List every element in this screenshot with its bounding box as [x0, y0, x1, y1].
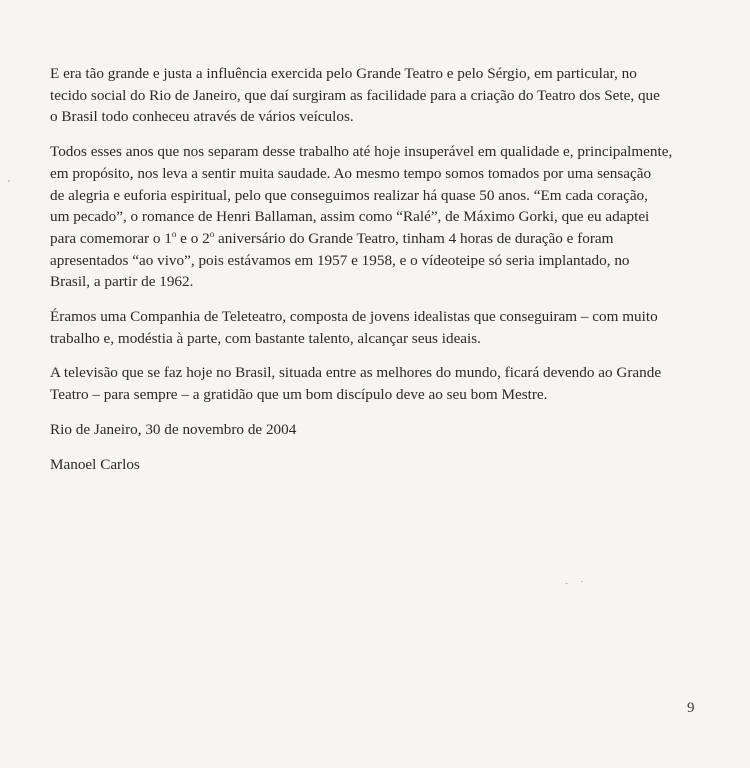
text-line: Todos esses anos que nos separam desse trabalho até hoje insuperável em qualidade e, principalmente,	[50, 143, 673, 161]
text-line: Teatro – para sempre – a gratidão que um bom discípulo deve ao seu bom Mestre.	[50, 386, 548, 404]
paragraph-4	[50, 362, 700, 405]
text-line: o Brasil todo conheceu através de vários veículos.	[50, 108, 354, 126]
text-line: E era tão grande e justa a influência exercida pelo Grande Teatro e pelo Sérgio, em particular, no	[50, 65, 637, 82]
text-segment: e o 2	[176, 229, 210, 247]
text-line: trabalho e, modéstia à parte, com bastante talento, alcançar seus ideais.	[50, 329, 481, 347]
paper-speck	[565, 583, 568, 584]
text-segment: aniversário do Grande Teatro, tinham 4 horas de duração e foram	[214, 229, 614, 247]
paper-speck	[8, 180, 10, 182]
ordinal-indicator: o	[209, 228, 215, 239]
text-line: Éramos uma Companhia de Teleteatro, composta de jovens idealistas que conseguiram – com muito	[50, 308, 658, 326]
paragraph-1	[50, 63, 700, 128]
ordinal-indicator: o	[171, 228, 177, 239]
text-segment: para comemorar o 1	[50, 229, 172, 247]
text-line-with-ordinals	[50, 228, 700, 250]
text-line: apresentados “ao vivo”, pois estávamos em 1957 e 1958, e o vídeoteipe só seria implantado, no	[50, 251, 630, 269]
author-name: Manoel Carlos	[50, 455, 140, 473]
paper-speck	[581, 581, 583, 582]
signature	[50, 454, 700, 476]
text-line: em propósito, nos leva a sentir muita saudade. Ao mesmo tempo somos tomados por uma sensação	[50, 164, 652, 182]
text-line: Brasil, a partir de 1962.	[50, 273, 194, 291]
text-line: Rio de Janeiro, 30 de novembro de 2004	[50, 420, 297, 438]
paragraph-2	[50, 141, 700, 293]
paragraph-3	[50, 306, 700, 349]
text-line: A televisão que se faz hoje no Brasil, situada entre as melhores do mundo, ficará devendo ao Grande	[50, 364, 662, 382]
text-line: tecido social do Rio de Janeiro, que daí surgiram as facilidade para a criação do Teatro dos Sete, que	[50, 86, 660, 104]
body-text	[50, 63, 700, 488]
text-line: um pecado”, o romance de Henri Ballaman, assim como “Ralé”, de Máximo Gorki, que eu adaptei	[50, 208, 650, 226]
place-and-date	[50, 419, 700, 441]
page-number: 9	[687, 700, 695, 716]
text-line: de alegria e euforia espiritual, pelo que conseguimos realizar há quase 50 anos. “Em cada coração,	[50, 186, 648, 204]
